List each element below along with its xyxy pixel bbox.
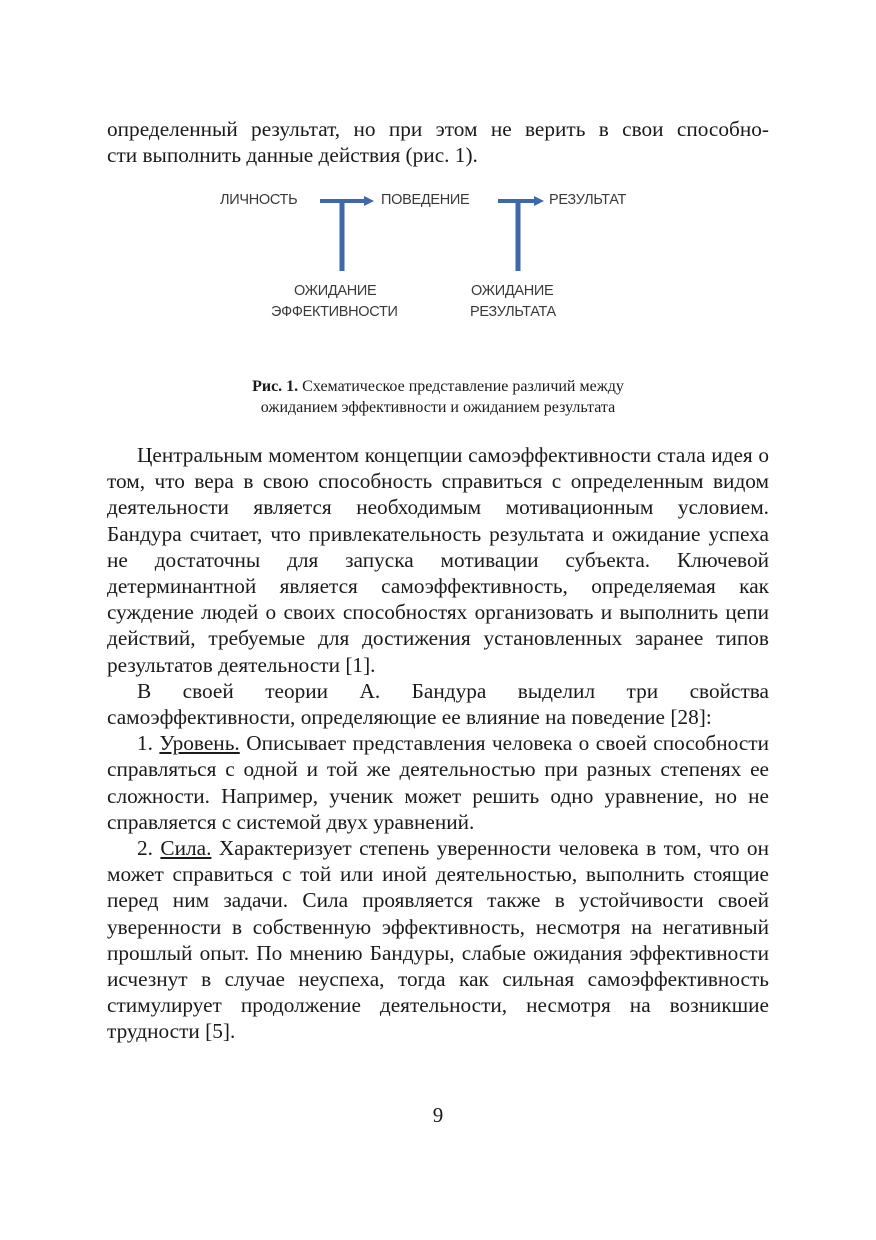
list-item-1-number: 1. [137,731,153,756]
list-item-2-term: Сила. [160,836,212,861]
arrow-behavior-result [498,196,544,271]
list-item-2-number: 2. [137,836,153,861]
body-text [107,442,769,1045]
paragraph-2: В своей теории А. Бандура выделил три свойства самоэффективности, определяющие ее влияние на поведение [28]: [107,678,769,730]
list-item-2-text: Характеризует степень уверенности человека в том, что он может справиться с той или иной деятельностью, выполнить стоящие перед ним задачи. Сила проявляется также в устойчивости своей уверенности в собственную эффективность, несмотря на негативный прошлый опыт. По мнению Бандуры, слабые ожидания эффективности исчезнут в случае неуспеха, тогда как сильная самоэффективность стимулирует продолжение деятельности, несмотря на возникшие трудности [5]. [107,836,769,1044]
node-outcome-line1: ОЖИДАНИЕ [471,283,554,299]
list-item-2 [107,835,769,1045]
figure-caption [0,376,876,418]
node-behavior: ПОВЕДЕНИЕ [381,192,470,208]
node-efficacy-line1: ОЖИДАНИЕ [294,283,377,299]
node-personality: ЛИЧНОСТЬ [220,192,298,208]
intro-line-1: определенный результат, но при этом не верить в свои способно- [107,117,769,141]
intro-text [107,116,769,168]
node-result: РЕЗУЛЬТАТ [549,192,627,208]
list-item-1 [107,730,769,835]
node-outcome-line2: РЕЗУЛЬТАТА [470,304,556,320]
node-efficacy-line2: ЭФФЕКТИВНОСТИ [271,304,398,320]
arrow-personality-behavior [320,196,374,271]
list-item-1-text: Описывает представления человека о своей способности справляться с одной и той же деятельностью при разных степенях ее сложности. Например, ученик может решить одно уравнение, но не справляется с системой двух уравнений. [107,731,769,834]
page-number: 9 [432,1103,444,1127]
diagram-arrows [0,0,876,440]
list-item-1-term: Уровень. [159,731,240,756]
caption-line-2: ожиданием эффективности и ожиданием результата [260,399,616,416]
paragraph-1: Центральным моментом концепции самоэффективности стала идея о том, что вера в свою способность справиться с определенным видом деятельности является необходимым мотивационным условием. Бандура считает, что привлекательность результата и ожидание успеха не достаточны для запуска мотивации субъекта. Ключевой детерминантной является самоэффективность, определяемая как суждение людей о своих способностях организовать и выполнить цепи действий, требуемые для достижения установленных заранее типов результатов деятельности [1]. [107,443,769,677]
intro-line-2: сти выполнить данные действия (рис. 1). [107,143,478,168]
caption-label: Рис. 1. [252,378,299,395]
caption-line-1: Схематическое представление различий между [302,378,624,395]
figure-diagram [0,0,876,440]
